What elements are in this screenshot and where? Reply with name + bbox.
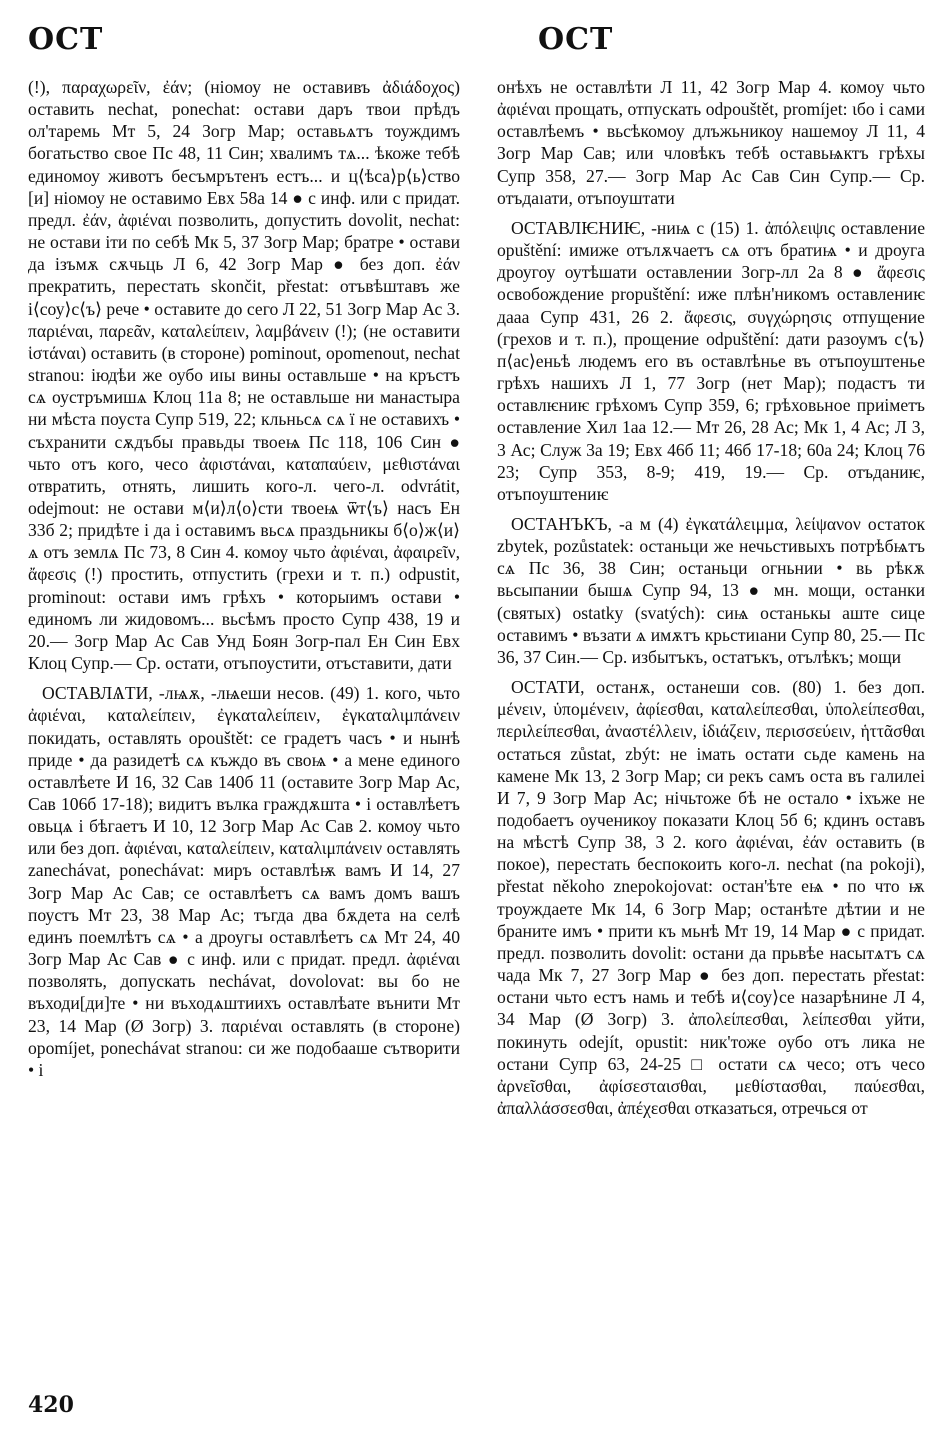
- entry-continuation-ostavljati: онѣхъ не оставлѣти Л 11, 42 Зогр Мар 4. комоу чьто ἀφιέναι прощать, отпускать odpouštět, promíjet: ιбо і сами оставлѣемъ • вьсѣкомоу длъжьникоу нашемоу Л 11, 4 Зогр Мар Сав; или чловѣкъ тебѣ оставьѩктъ грѣхы Супр 358, 27.— Зогр Мар Ас Сав Син Супр.— Ср. отъдаıати, отъпоуштати: [497, 77, 925, 208]
- page-number: 420: [28, 1392, 74, 1418]
- running-head-right: ОСТ: [538, 22, 614, 57]
- right-column: [497, 76, 925, 1127]
- entry-ostati: ОСТАТИ, останѫ, останеши сов. (80) 1. без доп. μένειν, ὑπομένειν, ἀφίεσθαι, καταλείπεσθαι, ὑπολείπεσθαι, περιλείπεσθαι, ἀναστέλλειν, ἰδιάζειν, περισσεύειν, ἡττᾶσθαι остаться zůstat, zbýt: не імать остати сьде камень на камене Мк 13, 2 Зогр Мар; си рекъ самъ оста въ галилеі И 7, 9 Зогр Мар Ас; нiчьтоже бѣ не остало • іхъже не подобаетъ оученикоу показати Клоц 5б 6; кдинъ оставъ на мѣстѣ Супр 38, 3 2. кого ἀφιέναι, ἐάν оставить (в покое), перестать беспокоить кого-л. nechat (na pokoji), přestat někoho znepokojovat: остан'ѣте еѩ • по что ѭ троуждаете Мк 14, 6 Зогр Мар; останѣте дѣтии и не браните имъ • прити къ мьнѣ Мт 19, 14 Мар ● с придат. предл. позволить dovolit: остани да прьвѣе насытѧтъ сѧ чада Мк 7, 27 Зогр Мар ● без доп. перестать přestat: остани чьто естъ намь и тебѣ и⟨соу⟩се назарѣнине Л 4, 34 Мар (Ø Зогр) 3. ἀπολείπεσθαι, λείπεσθαι уйти, покинуть odejít, opustit: ник'тоже оубо отъ лика не остани Супр 63, 24-25 □ остати сѧ чесо; отъ чесо ἀρνεῖσθαι, ἀφίσεσταισθαι, μεθίστασθαι, παύεσθαι, ἀπαλλάσσεσθαι, ἀπέχεσθαι отказаться, отречься от: [497, 677, 925, 1119]
- entry-ostanuk: ОСТАНЪКЪ, -а м (4) ἐγκατάλειμμα, λείψανον остаток zbytek, pozůstatek: останьци же нечьстивыхъ потрѣбѩтъ сѧ Пс 36, 38 Син; останьци огньнии • вь рѣкѫ вьсыпании бышѧ Супр 94, 13 ● мн. мощи, останки (святых) ostatky (svatých): сиѩ останькы аште сице оставимъ • възати ѧ имѫтъ крьстиıани Супр 80, 25.— Пс 36, 37 Син.— Ср. избытъкъ, остатъкъ, отълѣкъ; мощи: [497, 513, 925, 667]
- running-head-left: ОСТ: [28, 22, 104, 57]
- entry-ostavljati: ОСТАВЛѦТИ, -лѩѫ, -лѩеши несов. (49) 1. кого, чьто ἀφιέναι, καταλείπειν, ἐγκαταλείπειν, ἐγκαταλιμπάνειν покидать, оставлять opouštět: се градетъ часъ • и нынѣ приде • да разидетѣ сѧ къждо въ своѩ • а мене единого оставлѣете И 16, 32 Сав 140б 11 (оставите Зогр Мар Ас, Сав 106б 17-18); видитъ вълка граждѫшта • і оставлѣетъ овьцѧ і бѣгаетъ И 10, 12 Зогр Мар Ас Сав 2. комоу чьто или без доп. ἀφιέναι, καταλείπειν, καταλιμπάνειν оставлять zanechávat, ponechávat: миръ оставлѣѭ вамъ И 14, 27 Зогр Мар Ас Сав; се оставлѣетъ сѧ вамъ домъ вашъ поустъ Мт 23, 38 Мар Ас; тъгда два бѫдета на селѣ единъ поемлѣтъ сѧ • а дроугы оставлѣетъ сѧ Мт 24, 40 Зогр Мар Ас Сав ● с инф. или с придат. предл. ἀφιέναι позволять, допускать nechávat, dovolovat: вы бо не въходи[ди]те • ни въходѧштиихъ оставлѣате вънити Мт 23, 14 Мар (Ø Зогр) 3. παριέναι оставлять (в стороне) opomíjet, ponechávat stranou: си же подобааше сътворити • і: [28, 683, 460, 1080]
- left-column: [28, 76, 460, 1089]
- entry-continuation-ostaviti: (!), παραχωρεῖν, ἐάν; (нiомоу не оставивъ ἀδιάδοχος) оставить nechat, ponechat: остави даръ твои прѣдъ ол'таремь Мт 5, 24 Зогр Мар; оставьѧтъ тоуждимъ богатьство свое Пс 48, 11 Син; хвалимъ тѧ... ѣкоже тебѣ единомоу животъ бесъмрътенъ естъ... и ц⟨ѣса⟩р⟨ь⟩ство [и] нiомоу не оставимо Евх 58а 14 ● с инф. или с придат. предл. ἐάν, ἀφιέναι позволить, допустить dovolit, nechat: не остави iти по себѣ Мк 5, 37 Зогр Мар; братре • остави да iзъмѫ сѫчьць Л 6, 42 Зогр Мар ● без доп. ἐάν прекратить, перестать skončit, přestat: отъвѣштавъ же i⟨соу⟩с⟨ъ⟩ рече • оставите до сего Л 22, 51 Зогр Мар Ас 3. παριέναι, παρεᾶν, καταλείπειν, λαμβάνειν (!); (не оставити ἱστάναι) оставить (в стороне) pominout, opomenout, nechat stranou: iюдѣи же оубо иɪы вины оставльше • на кръстъ сѧ оустръмишѧ Клоц 11а 8; не оставльше ни манастыра ни мѣста поуста Супр 519, 22; кльньсѧ сѧ ï не оставихъ • съхранити сѫдъбы правьды твоеѩ Пс 118, 106 Син ● чьто отъ кого, чесо ἀφιστάναι, καταπαύειν, μεθιστάναι отвратить, отнять, лишить кого-л. чего-л. odvrátit, odejmout: не остави м⟨и⟩л⟨о⟩сти твоеѩ ѿт⟨ъ⟩ насъ Ен 33б 2; придѣте і да і оставимъ вьсѧ праздьникы б⟨о⟩ж⟨и⟩ѧ отъ землѧ Пс 73, 8 Син 4. комоу чьто ἀφιέναι, ἀφαιρεῖν, ἄφεσις (!) простить, отпустить (грехи и т. п.) odpustit, prominout: остави имъ грѣхъ • которыимъ остави • единомъ ли жидовомъ... вьсѣмъ просто Супр 438, 19 и 20.— Зогр Мар Ас Сав Унд Боян Зогр-пал Ен Син Евх Клоц Супр.— Ср. остати, отъпоустити, отъставити, дати: [28, 77, 460, 674]
- entry-ostavlenie: ОСТАВЛѤНИѤ, -ниѩ с (15) 1. ἀπόλειψις оставление opuštění: имиже отълѫчаетъ сѧ отъ братиѩ • и дроуга дроугоу оутѣшати оставлении Зогр-лл 2а 8 ● ἄφεσις освобождение propuštění: иже плѣн'никомъ оставлениѥ дааа Супр 431, 26 2. ἄφεσις, συγχώρησις отпущение (грехов и т. п.), прощение odpuštění: дати разоумъ с⟨ъ⟩п⟨ас⟩еньѣ людемъ его въ оставлѣнье въ отъпоуштенье грѣхъ нашихъ Л 1, 77 Зогр (нет Мар); подастъ ти оставлѥниѥ грѣхомъ Супр 359, 6; грѣховьное приіметъ оставление Хил 1аа 12.— Мт 26, 28 Ас; Мк 1, 4 Ас; Л 3, 3 Ас; Служ 3а 19; Евх 46б 11; 46б 17-18; 60а 24; Клоц 76 23; Супр 353, 8-9; 419, 19.— Ср. отъданиѥ, отъпоуштениѥ: [497, 217, 925, 504]
